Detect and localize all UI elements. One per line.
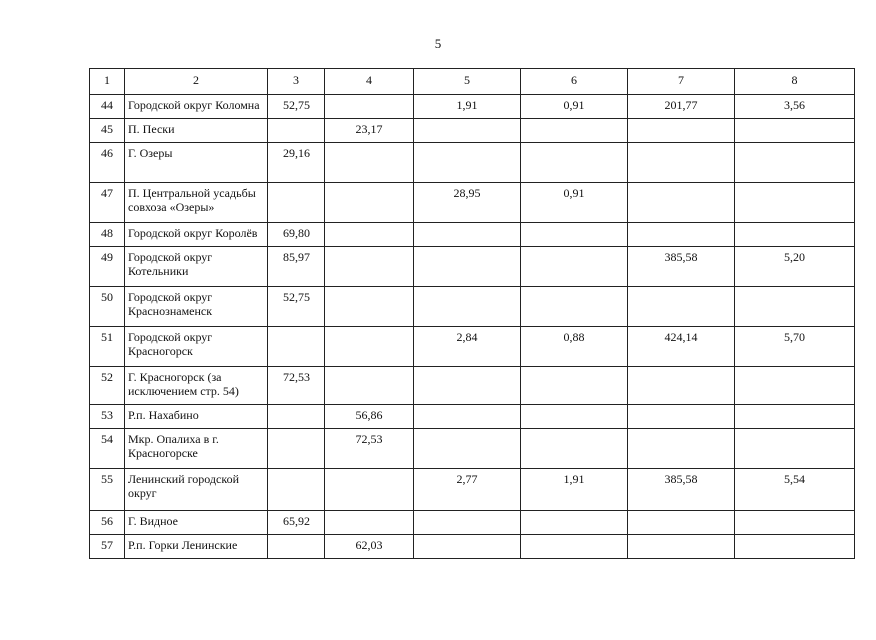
col7-value-cell (628, 429, 735, 469)
col5-value-cell: 1,91 (414, 95, 521, 119)
row-number-cell: 46 (90, 143, 125, 183)
col3-value-cell (268, 327, 325, 367)
location-name-cell: Ленинский городской округ (125, 469, 268, 511)
col5-value-cell: 28,95 (414, 183, 521, 223)
col8-value-cell: 5,20 (735, 247, 855, 287)
col6-value-cell: 1,91 (521, 469, 628, 511)
col6-value-cell (521, 247, 628, 287)
col4-value-cell (325, 183, 414, 223)
data-table (89, 68, 855, 559)
col7-value-cell (628, 287, 735, 327)
col7-value-cell (628, 223, 735, 247)
col7-value-cell (628, 367, 735, 405)
table-row (90, 511, 855, 535)
col4-value-cell: 23,17 (325, 119, 414, 143)
col4-value-cell: 72,53 (325, 429, 414, 469)
row-number-cell: 53 (90, 405, 125, 429)
location-name-cell: Городской округ Краснознаменск (125, 287, 268, 327)
col5-value-cell (414, 511, 521, 535)
col3-value-cell (268, 429, 325, 469)
col8-value-cell (735, 535, 855, 559)
location-name-cell: Городской округ Коломна (125, 95, 268, 119)
col6-value-cell (521, 287, 628, 327)
col3-value-cell (268, 535, 325, 559)
col3-value-cell: 52,75 (268, 287, 325, 327)
row-number-cell: 54 (90, 429, 125, 469)
row-number-cell: 55 (90, 469, 125, 511)
header-cell: 6 (521, 69, 628, 95)
col6-value-cell: 0,91 (521, 183, 628, 223)
col6-value-cell (521, 535, 628, 559)
col6-value-cell (521, 405, 628, 429)
header-cell: 4 (325, 69, 414, 95)
col7-value-cell (628, 143, 735, 183)
col6-value-cell (521, 511, 628, 535)
col4-value-cell (325, 223, 414, 247)
header-cell: 8 (735, 69, 855, 95)
col7-value-cell (628, 535, 735, 559)
col7-value-cell (628, 183, 735, 223)
col8-value-cell (735, 367, 855, 405)
header-cell: 1 (90, 69, 125, 95)
row-number-cell: 50 (90, 287, 125, 327)
col5-value-cell (414, 119, 521, 143)
col3-value-cell (268, 469, 325, 511)
col5-value-cell (414, 367, 521, 405)
col8-value-cell (735, 183, 855, 223)
table-row (90, 327, 855, 367)
col3-value-cell: 72,53 (268, 367, 325, 405)
header-cell: 2 (125, 69, 268, 95)
col7-value-cell: 201,77 (628, 95, 735, 119)
col8-value-cell (735, 119, 855, 143)
col6-value-cell: 0,91 (521, 95, 628, 119)
row-number-cell: 57 (90, 535, 125, 559)
col4-value-cell (325, 327, 414, 367)
table-row (90, 535, 855, 559)
table-row (90, 287, 855, 327)
row-number-cell: 56 (90, 511, 125, 535)
col5-value-cell (414, 223, 521, 247)
location-name-cell: Г. Видное (125, 511, 268, 535)
table-row (90, 367, 855, 405)
location-name-cell: Р.п. Нахабино (125, 405, 268, 429)
col3-value-cell (268, 119, 325, 143)
table-header-row (90, 69, 855, 95)
table-row (90, 429, 855, 469)
col4-value-cell (325, 367, 414, 405)
col6-value-cell (521, 119, 628, 143)
col7-value-cell: 424,14 (628, 327, 735, 367)
location-name-cell: Г. Красногорск (за исключением стр. 54) (125, 367, 268, 405)
location-name-cell: Городской округ Королёв (125, 223, 268, 247)
table-row (90, 405, 855, 429)
col5-value-cell (414, 247, 521, 287)
col5-value-cell (414, 143, 521, 183)
col8-value-cell: 5,54 (735, 469, 855, 511)
col3-value-cell: 52,75 (268, 95, 325, 119)
row-number-cell: 49 (90, 247, 125, 287)
row-number-cell: 48 (90, 223, 125, 247)
col8-value-cell (735, 511, 855, 535)
table-row (90, 143, 855, 183)
location-name-cell: Городской округ Красногорск (125, 327, 268, 367)
row-number-cell: 44 (90, 95, 125, 119)
row-number-cell: 45 (90, 119, 125, 143)
col7-value-cell (628, 511, 735, 535)
table-row (90, 119, 855, 143)
table-row (90, 247, 855, 287)
col6-value-cell (521, 143, 628, 183)
col4-value-cell (325, 143, 414, 183)
col5-value-cell (414, 429, 521, 469)
row-number-cell: 51 (90, 327, 125, 367)
col4-value-cell: 56,86 (325, 405, 414, 429)
header-cell: 5 (414, 69, 521, 95)
col8-value-cell: 5,70 (735, 327, 855, 367)
col5-value-cell (414, 287, 521, 327)
row-number-cell: 52 (90, 367, 125, 405)
location-name-cell: Г. Озеры (125, 143, 268, 183)
col8-value-cell (735, 429, 855, 469)
col8-value-cell: 3,56 (735, 95, 855, 119)
row-number-cell: 47 (90, 183, 125, 223)
location-name-cell: П. Центральной усадьбы совхоза «Озеры» (125, 183, 268, 223)
col8-value-cell (735, 287, 855, 327)
location-name-cell: Мкр. Опалиха в г. Красногорске (125, 429, 268, 469)
location-name-cell: Городской округ Котельники (125, 247, 268, 287)
col4-value-cell (325, 287, 414, 327)
col3-value-cell (268, 183, 325, 223)
col7-value-cell (628, 119, 735, 143)
col6-value-cell (521, 223, 628, 247)
col7-value-cell (628, 405, 735, 429)
col8-value-cell (735, 405, 855, 429)
col5-value-cell (414, 405, 521, 429)
location-name-cell: П. Пески (125, 119, 268, 143)
col8-value-cell (735, 143, 855, 183)
col6-value-cell: 0,88 (521, 327, 628, 367)
col4-value-cell (325, 469, 414, 511)
header-cell: 3 (268, 69, 325, 95)
col5-value-cell: 2,84 (414, 327, 521, 367)
col6-value-cell (521, 367, 628, 405)
table-row (90, 223, 855, 247)
col3-value-cell: 85,97 (268, 247, 325, 287)
table-row (90, 95, 855, 119)
col8-value-cell (735, 223, 855, 247)
col3-value-cell: 69,80 (268, 223, 325, 247)
page-number: 5 (434, 36, 442, 51)
col5-value-cell: 2,77 (414, 469, 521, 511)
col3-value-cell (268, 405, 325, 429)
col6-value-cell (521, 429, 628, 469)
col4-value-cell (325, 95, 414, 119)
col3-value-cell: 65,92 (268, 511, 325, 535)
col4-value-cell: 62,03 (325, 535, 414, 559)
table-row (90, 469, 855, 511)
table-row (90, 183, 855, 223)
location-name-cell: Р.п. Горки Ленинские (125, 535, 268, 559)
header-cell: 7 (628, 69, 735, 95)
col4-value-cell (325, 511, 414, 535)
col4-value-cell (325, 247, 414, 287)
col7-value-cell: 385,58 (628, 469, 735, 511)
col3-value-cell: 29,16 (268, 143, 325, 183)
col7-value-cell: 385,58 (628, 247, 735, 287)
col5-value-cell (414, 535, 521, 559)
